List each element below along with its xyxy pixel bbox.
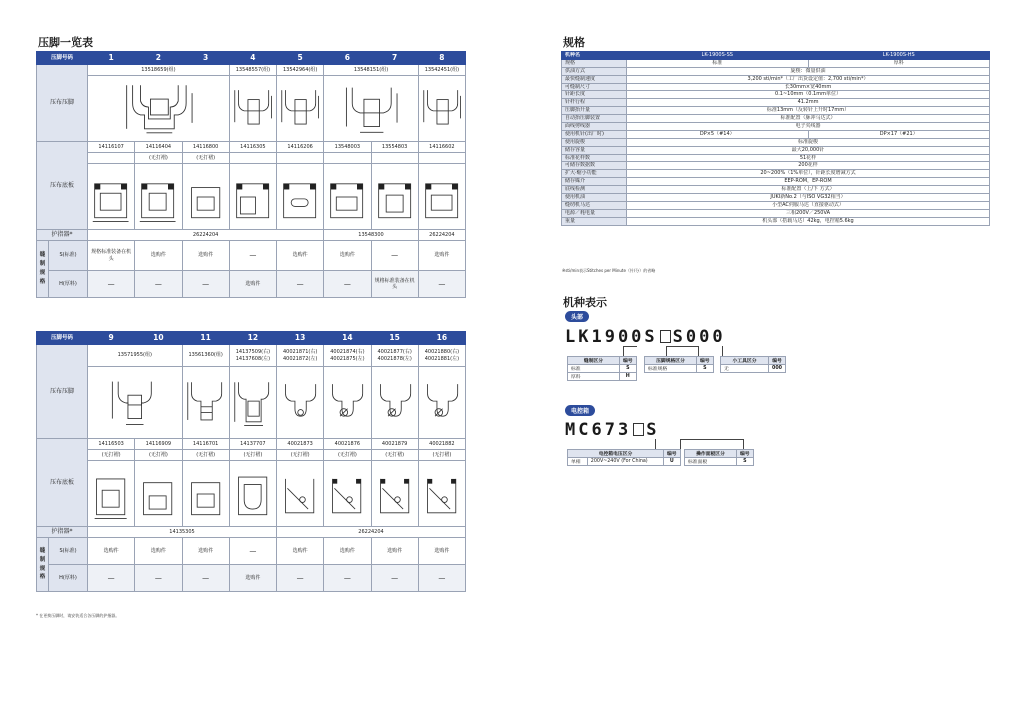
plate-note: (无打褶) bbox=[277, 450, 324, 461]
foot-number: 13 bbox=[277, 332, 324, 345]
spec-key: 使用机针(出厂时) bbox=[562, 130, 627, 138]
spec-title: 规格 bbox=[563, 36, 585, 49]
foot-drawing bbox=[418, 76, 465, 142]
plate-drawing bbox=[418, 461, 465, 527]
plate-code: 14116404 bbox=[135, 142, 182, 153]
spec-value: 标准配置（脉冲马达式） bbox=[627, 115, 990, 123]
foot-code: 13571955(组) bbox=[88, 345, 183, 367]
code-cell: 无 bbox=[721, 365, 769, 373]
plate-note: (无打褶) bbox=[229, 450, 276, 461]
h-value: — bbox=[135, 271, 182, 298]
spec-key: 储存媒介 bbox=[562, 178, 627, 186]
plate-drawing bbox=[371, 461, 418, 527]
plate-note: (无打褶) bbox=[88, 450, 135, 461]
plate-drawing bbox=[229, 164, 276, 230]
plate-code: 14116206 bbox=[277, 142, 324, 153]
code-head: 编号 bbox=[737, 450, 754, 458]
plate-note: (无打褶) bbox=[371, 450, 418, 461]
foot-drawing bbox=[88, 367, 183, 439]
spec-footnote: ※sti/min表示Stitches per Minute（针/分）的省略 bbox=[562, 268, 656, 273]
code-cell: 标准面板 bbox=[685, 458, 737, 466]
presser-foot-list-title: 压脚一览表 bbox=[38, 36, 93, 49]
code-head: 电控箱电压区分 bbox=[568, 450, 664, 458]
s-value: 选购件 bbox=[135, 538, 182, 565]
spec-key: 底线检测 bbox=[562, 186, 627, 194]
spec-value: DP×5（#14） bbox=[627, 130, 809, 138]
s-value: 选购件 bbox=[182, 538, 229, 565]
h-value: — bbox=[418, 565, 465, 592]
foot-spec-table bbox=[644, 356, 714, 373]
plate-note: (无打褶) bbox=[324, 450, 371, 461]
guard-row-label: 护指器* bbox=[37, 527, 88, 538]
h-value: 选购件 bbox=[229, 271, 276, 298]
gadget-table bbox=[720, 356, 786, 373]
spec-value: 200花样 bbox=[627, 162, 990, 170]
code-cell: S bbox=[697, 365, 714, 373]
plate-row-label: 压布底板 bbox=[37, 142, 88, 230]
code-cell: 单相 bbox=[568, 458, 588, 466]
foot-code: 13542451(组) bbox=[418, 65, 465, 76]
head-pill: 头部 bbox=[565, 311, 589, 322]
code-cell: U bbox=[664, 458, 681, 466]
foot-number: 16 bbox=[418, 332, 465, 345]
code-cell: 厚料 bbox=[568, 373, 620, 381]
model-title: 机种表示 bbox=[563, 296, 607, 309]
plate-code: 40021882 bbox=[418, 439, 465, 450]
spec-value: 20~200%（1%单位），针距长度增减方式 bbox=[627, 170, 990, 178]
spec-key: 扩大·缩小功能 bbox=[562, 170, 627, 178]
foot-code-pair: 40021880(右) 40021881(左) bbox=[418, 345, 465, 367]
plate-drawing bbox=[229, 461, 276, 527]
foot-code: 13548557(组) bbox=[229, 65, 276, 76]
foot-code: 13542964(组) bbox=[277, 65, 324, 76]
foot-drawing bbox=[371, 367, 418, 439]
plate-note: (无打褶) bbox=[182, 153, 229, 164]
h-value: — bbox=[182, 565, 229, 592]
h-value: 选购件 bbox=[229, 565, 276, 592]
plate-drawing bbox=[277, 461, 324, 527]
h-value: — bbox=[324, 565, 371, 592]
guard-row-label: 护指器* bbox=[37, 230, 88, 241]
s-value: — bbox=[229, 241, 276, 271]
spec-head-model: LK-1900S-HS bbox=[808, 52, 990, 60]
voltage-table bbox=[567, 449, 681, 466]
guard-code: 26224204 bbox=[277, 527, 466, 538]
plate-code: 14116602 bbox=[418, 142, 465, 153]
foot-code-pair: 40021877(右) 40021878(左) bbox=[371, 345, 418, 367]
s-value: 选购件 bbox=[135, 241, 182, 271]
spec-key: 供油方式 bbox=[562, 67, 627, 75]
spec-value: 机头部（搭载马达）42kg，电控箱5.6kg bbox=[627, 217, 990, 225]
spec-value: JUKI新No.2（与ISO VG32相当） bbox=[627, 194, 990, 202]
foot-code: 13548151(组) bbox=[324, 65, 419, 76]
plate-drawing bbox=[135, 164, 182, 230]
foot-number: 2 bbox=[135, 52, 182, 65]
spec-value: 最大20,000针 bbox=[627, 146, 990, 154]
plate-code: 40021873 bbox=[277, 439, 324, 450]
foot-drawing bbox=[277, 367, 324, 439]
s-value: 选购件 bbox=[418, 538, 465, 565]
spec-table bbox=[561, 51, 990, 226]
s-value: 选购件 bbox=[418, 241, 465, 271]
guard-footnote: * 在更换压脚时，请安装适合各压脚的护指器。 bbox=[36, 613, 120, 618]
plate-code: 13554803 bbox=[371, 142, 418, 153]
h-value: — bbox=[182, 271, 229, 298]
plate-drawing bbox=[88, 164, 135, 230]
spec-value: 小型AC伺服马达（直接驱动式） bbox=[627, 201, 990, 209]
control-box-model-code: MC673 S bbox=[565, 420, 660, 440]
spec-value: 电子夹线器 bbox=[627, 123, 990, 131]
spec-key: 最快缝制速度 bbox=[562, 75, 627, 83]
s-label: S(标准) bbox=[49, 241, 88, 271]
s-value: 选购件 bbox=[324, 241, 371, 271]
sewing-spec-label: 缝制规格 bbox=[37, 538, 49, 592]
spec-value: 41.2mm bbox=[627, 99, 990, 107]
h-label: H(厚料) bbox=[49, 271, 88, 298]
plate-drawing bbox=[88, 461, 135, 527]
sewing-spec-label: 缝制规格 bbox=[37, 241, 49, 298]
col-head-label: 压脚号码 bbox=[37, 332, 88, 345]
h-value: — bbox=[135, 565, 182, 592]
spec-value: 标准 bbox=[627, 59, 809, 67]
foot-code: 13561360(组) bbox=[182, 345, 229, 367]
head-model-code: LK1900S S000 bbox=[565, 327, 726, 347]
foot-number: 12 bbox=[229, 332, 276, 345]
foot-number: 10 bbox=[135, 332, 182, 345]
spec-value: EEP-ROM，EP-ROM bbox=[627, 178, 990, 186]
spec-key: 缝纫机马达 bbox=[562, 201, 627, 209]
h-value: — bbox=[88, 565, 135, 592]
foot-drawing bbox=[324, 367, 371, 439]
plate-code: 14116503 bbox=[88, 439, 135, 450]
plate-code: 14116107 bbox=[88, 142, 135, 153]
foot-number: 5 bbox=[277, 52, 324, 65]
code-placeholder-box bbox=[633, 423, 644, 436]
spec-key: 可储存数据数 bbox=[562, 162, 627, 170]
spec-value: 旋梭：微量供油 bbox=[627, 67, 990, 75]
foot-drawing bbox=[418, 367, 465, 439]
code-cell: 标准 bbox=[568, 365, 620, 373]
foot-number: 1 bbox=[88, 52, 135, 65]
plate-row-label: 压布底板 bbox=[37, 439, 88, 527]
plate-drawing bbox=[371, 164, 418, 230]
plate-drawing bbox=[135, 461, 182, 527]
foot-drawing bbox=[182, 367, 229, 439]
plate-code: 14137707 bbox=[229, 439, 276, 450]
foot-number: 7 bbox=[371, 52, 418, 65]
spec-key: 自动抬压脚装置 bbox=[562, 115, 627, 123]
code-cell: 000 bbox=[769, 365, 786, 373]
h-value: 规格标准装备在机头 bbox=[371, 271, 418, 298]
code-cell: 200V~240V (For China) bbox=[587, 458, 663, 466]
spec-key: 电源／耗电量 bbox=[562, 209, 627, 217]
panel-table bbox=[684, 449, 754, 466]
spec-key: 重量 bbox=[562, 217, 627, 225]
spec-key: 使用机油 bbox=[562, 194, 627, 202]
plate-note: (无打褶) bbox=[135, 450, 182, 461]
spec-value: 标准旋梭 bbox=[627, 138, 990, 146]
spec-key: 针杆行程 bbox=[562, 99, 627, 107]
h-value: — bbox=[324, 271, 371, 298]
spec-key: 储存容量 bbox=[562, 146, 627, 154]
code-head: 编号 bbox=[620, 357, 637, 365]
s-value: 规格标准装备在机头 bbox=[88, 241, 135, 271]
foot-number: 4 bbox=[229, 52, 276, 65]
guard-code: 26224204 bbox=[88, 230, 324, 241]
plate-code: 14116909 bbox=[135, 439, 182, 450]
h-value: — bbox=[277, 271, 324, 298]
foot-drawing bbox=[88, 76, 230, 142]
code-head: 编号 bbox=[769, 357, 786, 365]
foot-drawing bbox=[229, 76, 276, 142]
plate-drawing bbox=[182, 164, 229, 230]
guard-code: 14135305 bbox=[88, 527, 277, 538]
spec-key: 面线剪线器 bbox=[562, 123, 627, 131]
plate-code: 14116701 bbox=[182, 439, 229, 450]
code-placeholder-box bbox=[660, 330, 671, 343]
foot-number: 15 bbox=[371, 332, 418, 345]
foot-row-label: 压布压脚 bbox=[37, 345, 88, 439]
code-head: 编号 bbox=[664, 450, 681, 458]
s-value: 选购件 bbox=[277, 538, 324, 565]
s-value: 选购件 bbox=[371, 538, 418, 565]
spec-value: 51花样 bbox=[627, 154, 990, 162]
plate-note: (无打褶) bbox=[418, 450, 465, 461]
foot-code-pair: 40021874(右) 40021875(左) bbox=[324, 345, 371, 367]
spec-key: 压脚抬升量 bbox=[562, 107, 627, 115]
spec-head-key: 机种名 bbox=[562, 52, 627, 60]
foot-row-label: 压布压脚 bbox=[37, 65, 88, 142]
spec-value: 标准配置（上/下 方式） bbox=[627, 186, 990, 194]
foot-code: 13518659(组) bbox=[88, 65, 230, 76]
foot-number: 11 bbox=[182, 332, 229, 345]
s-value: 选购件 bbox=[182, 241, 229, 271]
code-cell: S bbox=[737, 458, 754, 466]
spec-value: 0.1~10mm（0.1mm单位） bbox=[627, 91, 990, 99]
spec-value: 标准13mm（反转针上升时17mm） bbox=[627, 107, 990, 115]
plate-code: 40021879 bbox=[371, 439, 418, 450]
foot-number: 8 bbox=[418, 52, 465, 65]
code-head: 小工具区分 bbox=[721, 357, 769, 365]
h-value: — bbox=[418, 271, 465, 298]
spec-key: 使用旋梭 bbox=[562, 138, 627, 146]
plate-code: 14116800 bbox=[182, 142, 229, 153]
plate-code: 40021876 bbox=[324, 439, 371, 450]
s-label: S(标准) bbox=[49, 538, 88, 565]
code-cell: 标准规格 bbox=[645, 365, 697, 373]
plate-drawing bbox=[324, 164, 371, 230]
s-value: 选购件 bbox=[324, 538, 371, 565]
h-value: — bbox=[277, 565, 324, 592]
plate-drawing bbox=[418, 164, 465, 230]
spec-key: 标准花样数 bbox=[562, 154, 627, 162]
plate-code: 14116305 bbox=[229, 142, 276, 153]
foot-code-pair: 40021871(右) 40021872(左) bbox=[277, 345, 324, 367]
plate-drawing bbox=[324, 461, 371, 527]
s-value: — bbox=[371, 241, 418, 271]
control-box-pill: 电控箱 bbox=[565, 405, 595, 416]
code-head: 压脚规格区分 bbox=[645, 357, 697, 365]
h-value: — bbox=[371, 565, 418, 592]
presser-foot-table-1 bbox=[36, 51, 466, 298]
foot-drawing bbox=[277, 76, 324, 142]
s-value: 选购件 bbox=[277, 241, 324, 271]
spec-value: 3,200 sti/min*（工厂出货设定值：2,700 sti/min*） bbox=[627, 75, 990, 83]
code-head: 缝制区分 bbox=[568, 357, 620, 365]
foot-drawing bbox=[229, 367, 276, 439]
s-value: — bbox=[229, 538, 276, 565]
foot-number: 14 bbox=[324, 332, 371, 345]
plate-drawing bbox=[277, 164, 324, 230]
code-cell: H bbox=[620, 373, 637, 381]
spec-key: 可缝制尺寸 bbox=[562, 83, 627, 91]
spec-value: 厚料 bbox=[808, 59, 990, 67]
spec-key: 规格 bbox=[562, 59, 627, 67]
guard-code: 13548300 bbox=[324, 230, 419, 241]
h-label: H(厚料) bbox=[49, 565, 88, 592]
foot-code-pair: 14137509(右) 14137608(左) bbox=[229, 345, 276, 367]
plate-note: (无打褶) bbox=[182, 450, 229, 461]
foot-drawing bbox=[324, 76, 419, 142]
spec-value: 长30mm×宽40mm bbox=[627, 83, 990, 91]
spec-value: DP×17（#21） bbox=[808, 130, 990, 138]
foot-number: 3 bbox=[182, 52, 229, 65]
spec-key: 针距长度 bbox=[562, 91, 627, 99]
sewing-type-table bbox=[567, 356, 637, 381]
presser-foot-table-2 bbox=[36, 331, 466, 592]
plate-drawing bbox=[182, 461, 229, 527]
h-value: — bbox=[88, 271, 135, 298]
plate-note: (无打褶) bbox=[135, 153, 182, 164]
foot-number: 6 bbox=[324, 52, 371, 65]
spec-value: 三相200V／250VA bbox=[627, 209, 990, 217]
spec-head-model: LK-1900S-SS bbox=[627, 52, 809, 60]
s-value: 选购件 bbox=[88, 538, 135, 565]
code-head: 操作面板区分 bbox=[685, 450, 737, 458]
plate-code: 13548003 bbox=[324, 142, 371, 153]
col-head-label: 压脚号码 bbox=[37, 52, 88, 65]
code-cell: S bbox=[620, 365, 637, 373]
guard-code: 26224204 bbox=[418, 230, 465, 241]
code-head: 编号 bbox=[697, 357, 714, 365]
foot-number: 9 bbox=[88, 332, 135, 345]
